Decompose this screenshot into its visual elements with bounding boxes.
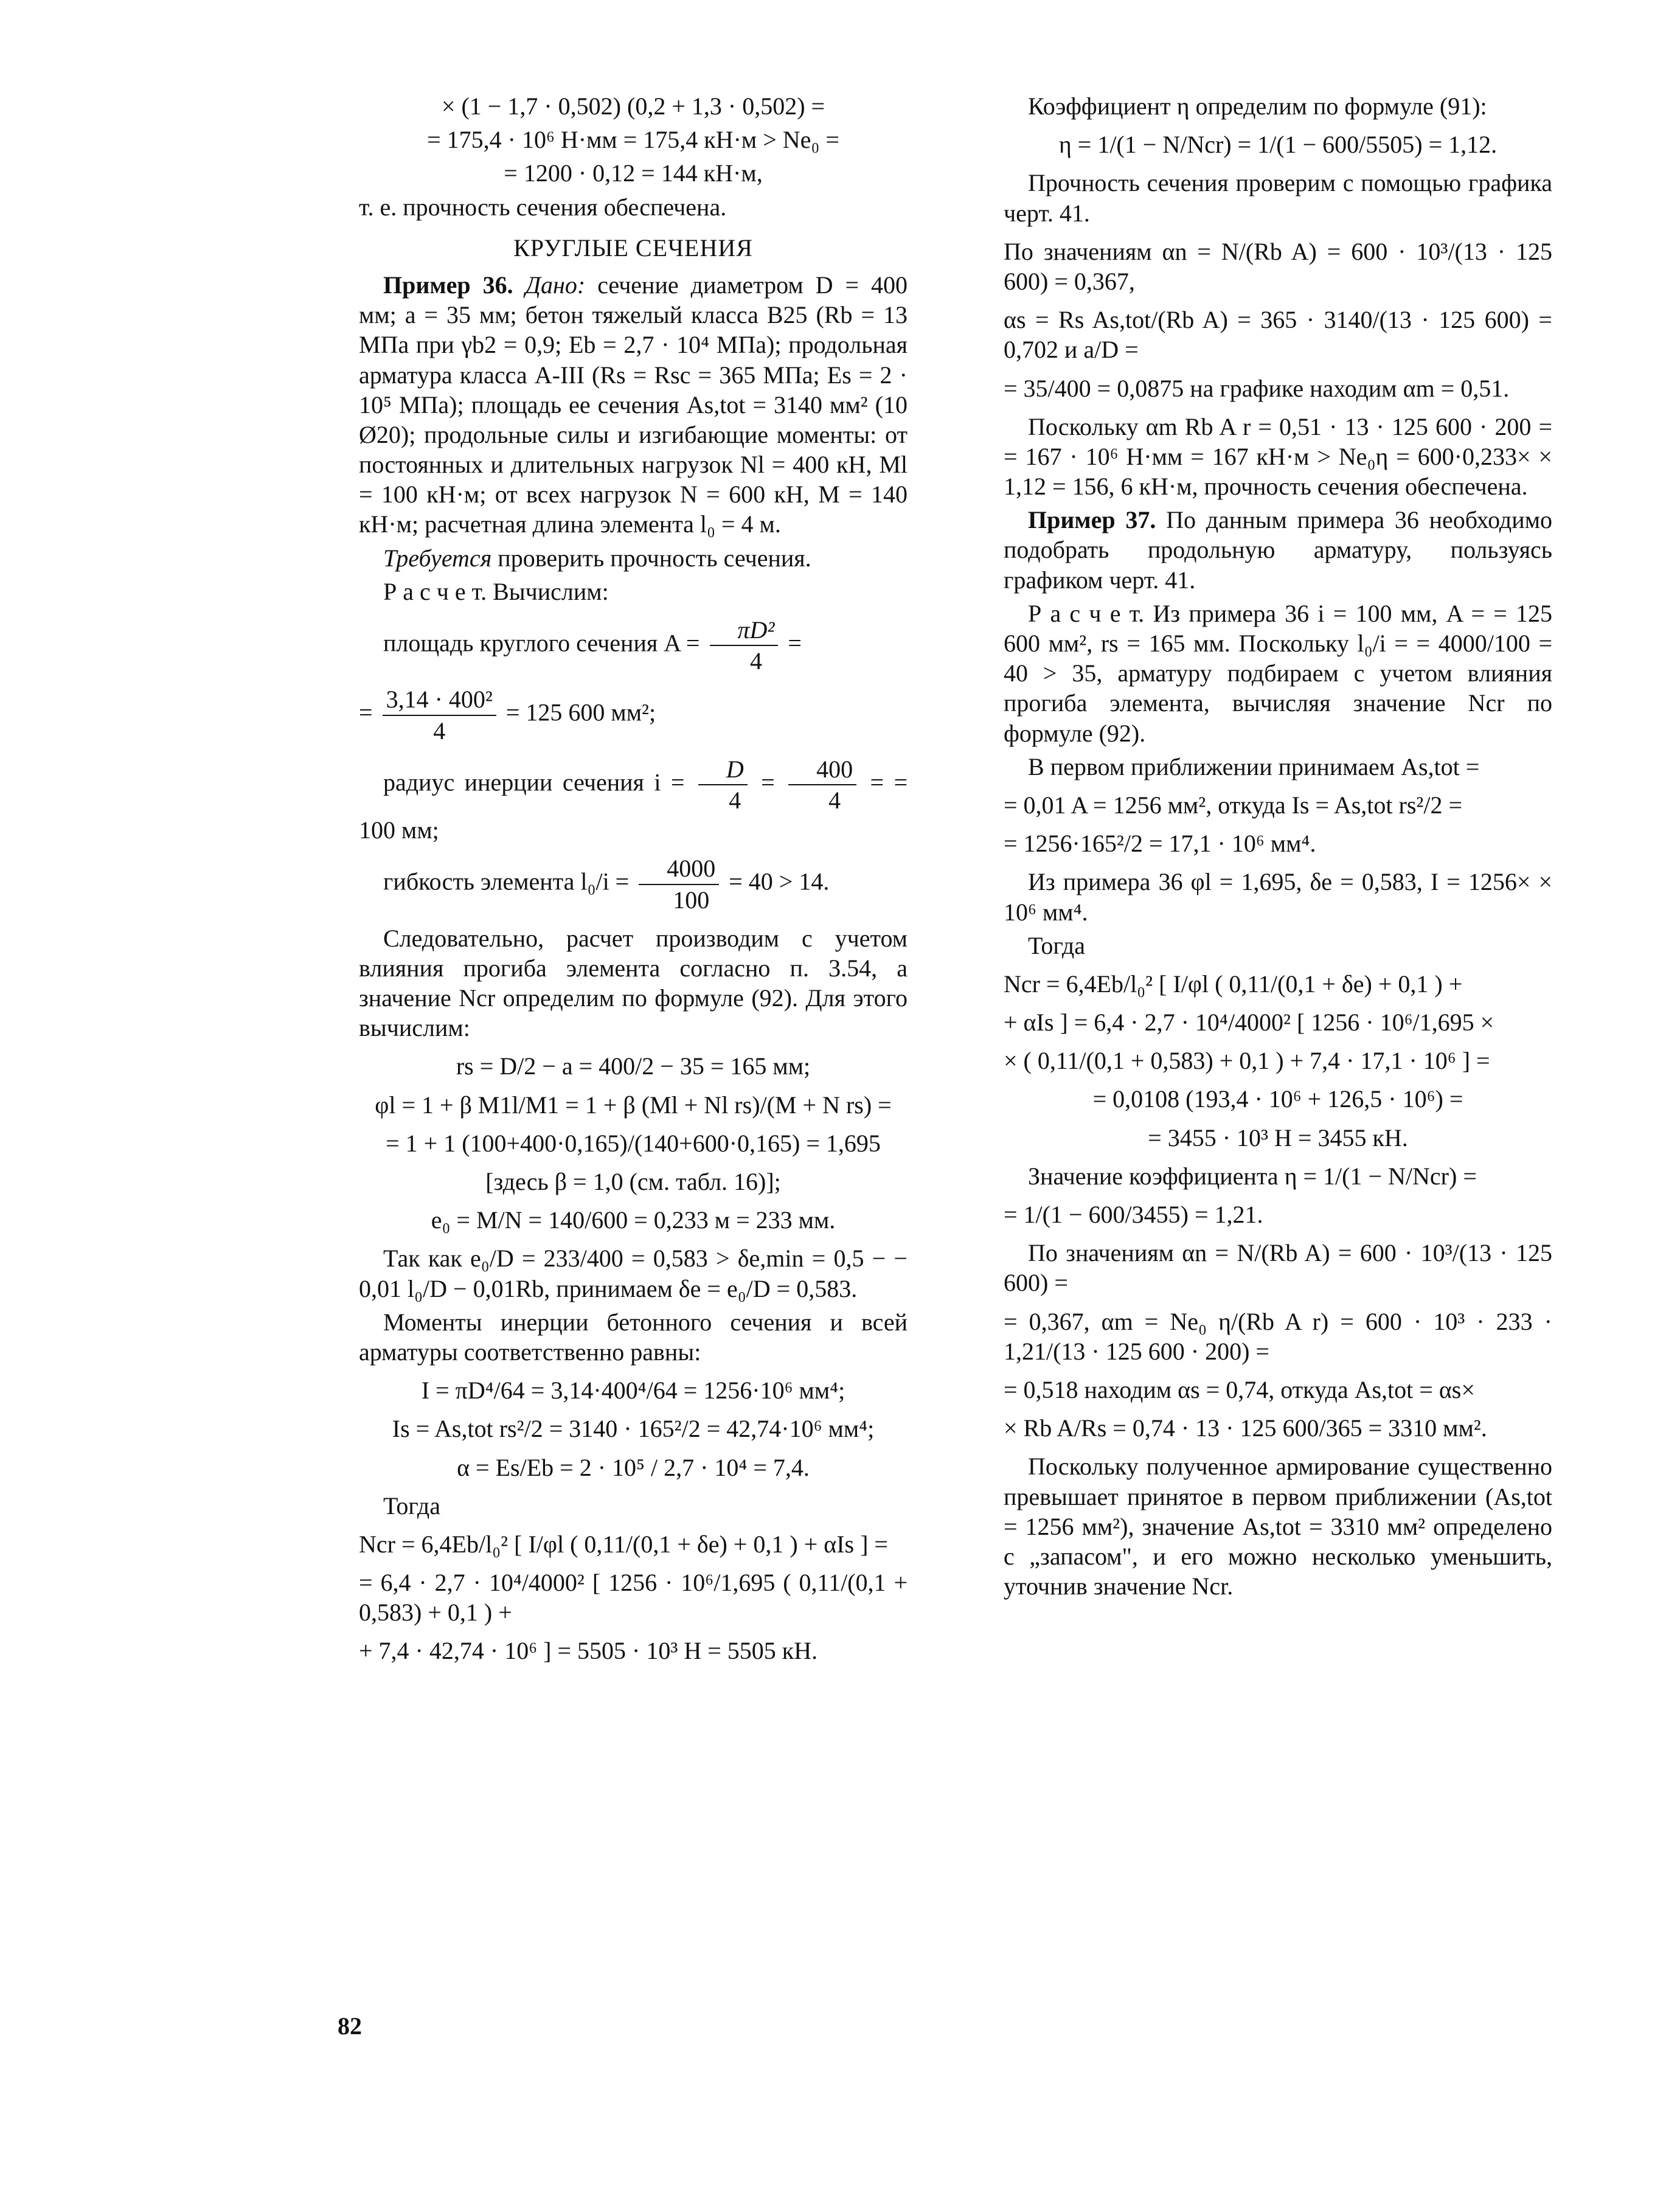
equation-line: = 35/400 = 0,0875 на графике находим αm = 0,51. [1004,374,1510,402]
example-paragraph [359,270,908,540]
equation-line: = 0,518 находим αs = 0,74, откуда As,tot = αs× [1004,1375,1475,1403]
equation-line: = 1200 · 0,12 = 144 кН·м, [504,159,763,187]
equation-line: По значениям αn = N/(Rb A) = 600 · 10³/(13 · 125 600) = [1004,1239,1552,1297]
equation-line: I = πD⁴/64 = 3,14·400⁴/64 = 1256·10⁶ мм⁴; [421,1377,845,1405]
equation-line: = 1/(1 − 600/3455) = 1,21. [1004,1201,1263,1228]
equation-line: = 1 + 1 (100+400·0,165)/(140+600·0,165) = 1,695 [386,1129,881,1157]
text-line: Тогда [1028,931,1085,959]
left-column [359,91,908,1675]
equation-line: [здесь β = 1,0 (см. табл. 16)]; [485,1168,781,1195]
requirement-paragraph [359,543,908,573]
equation-line: = 0,01 A = 1256 мм², откуда Is = As,tot rs²/2 = [1004,791,1463,819]
text-paragraph: Прочность сечения проверим с помощью графика черт. 41. [1004,169,1552,227]
text-paragraph: Моменты инерции бетонного сечения и всей арматуры соответственно равны: [359,1308,908,1366]
area-formula: площадь круглого сечения A = $\frac{\text{πD²}}{4}$ = [383,616,802,675]
equation-line: φl = 1 + β M1l/M1 = 1 + β (Ml + Nl rs)/(M + N rs) = [375,1091,892,1119]
radius-formula: радиус инерции сечения i = $\frac{D}{4}$ = $\frac{400}{4}$ = = 100 мм; [359,755,908,844]
example-label: Пример 37. [1028,506,1156,534]
text-paragraph: Поскольку αm Rb A r = 0,51 · 13 · 125 600 · 200 = = 167 · 10⁶ Н·мм = 167 кН·м > Ne₀η = 600·0,233× × 1,12 = 156, 6 кН·м, прочность сечения обеспечена. [1004,412,1552,501]
right-column [1004,91,1552,1605]
equation-line: Ncr = 6,4Eb/l₀² [ I/φl ( 0,11/(0,1 + δe) + 0,1 ) + [1004,970,1463,998]
text-line: В первом приближении принимаем As,tot = [1028,752,1480,780]
equation-line: = 6,4 · 2,7 · 10⁴/4000² [ 1256 · 10⁶/1,695 ( 0,11/(0,1 + 0,583) + 0,1 ) + [359,1569,908,1627]
given-label: Дано: [525,271,586,299]
calc-heading: Р а с ч е т. Вычислим: [383,577,609,605]
equation-line: × Rb A/Rs = 0,74 · 13 · 125 600/365 = 3310 мм². [1004,1414,1487,1442]
equation-line: e₀ = M/N = 140/600 = 0,233 м = 233 мм. [431,1206,836,1234]
example-label: Пример 36. [383,271,513,299]
example-text: сечение диаметром D = 400 мм; a = 35 мм; бетон тяжелый класса В25 (Rb = 13 МПа при γb2 = 0,9; Eb = 2,7 · 10⁴ МПа); продольная арматура класса А-III (Rs = Rsc = 365 МПа; Es = 2 · 10⁵ МПа); площадь ее сечения As,tot = 3140 мм² (10 Ø20); продольные силы и изгибающие моменты: от постоянных и длительных нагрузок Nl = 400 кН, Ml = 100 кН·м; от всех нагрузок N = 600 кН, M = 140 кН·м; расчетная длина элемента l₀ = 4 м. [359,271,908,538]
text-paragraph: Из примера 36 φl = 1,695, δe = 0,583, I = 1256× × 10⁶ мм⁴. [1004,868,1552,926]
equation-line: αs = Rs As,tot/(Rb A) = 365 · 3140/(13 · 125 600) = 0,702 и a/D = [1004,306,1552,364]
requirement-text: проверить прочность сечения. [498,544,811,572]
flexibility-formula: гибкость элемента l₀/i = $\frac{4000}{100}$ = 40 > 14. [383,855,830,914]
equation-line: = 0,367, αm = Ne₀ η/(Rb A r) = 600 · 10³ · 233 · 1,21/(13 · 125 600 · 200) = [1004,1307,1552,1365]
section-heading: КРУГЛЫЕ СЕЧЕНИЯ [513,234,753,262]
example-text: По данным примера 36 необходимо подобрать продольную арматуру, пользуясь графиком черт. 41. [1004,506,1553,594]
equation-line: = 0,0108 (193,4 · 10⁶ + 126,5 · 10⁶) = [1092,1085,1463,1113]
equation-line: α = Es/Eb = 2 · 10⁵ / 2,7 · 10⁴ = 7,4. [457,1453,810,1481]
page-number: 82 [338,2012,362,2040]
equation-line: = 3455 · 10³ Н = 3455 кН. [1148,1124,1408,1152]
equation-line: По значениям αn = N/(Rb A) = 600 · 10³/(13 · 125 600) = 0,367, [1004,237,1552,295]
equation-line: × ( 0,11/(0,1 + 0,583) + 0,1 ) + 7,4 · 17,1 · 10⁶ ] = [1004,1047,1490,1075]
text-line: т. е. прочность сечения обеспечена. [359,193,727,221]
text-paragraph: Следовательно, расчет производим с учетом влияния прогиба элемента согласно п. 3.54, а значение Ncr определим по формуле (92). Для этого вычислим: [359,924,908,1042]
equation-line: rs = D/2 − a = 400/2 − 35 = 165 мм; [456,1052,811,1080]
text-paragraph: Так как e₀/D = 233/400 = 0,583 > δe,min = 0,5 − − 0,01 l₀/D − 0,01Rb, принимаем δe = e₀/D = 0,583. [359,1245,908,1302]
equation-line: Ncr = 6,4Eb/l₀² [ I/φl ( 0,11/(0,1 + δe) + 0,1 ) + αIs ] = [359,1530,888,1558]
area-result: = $\frac{\text{3,14 · 400²}}{4}$ = 125 600 мм²; [359,686,656,745]
example-paragraph [1004,505,1552,595]
equation-line: + αIs ] = 6,4 · 2,7 · 10⁴/4000² [ 1256 · 10⁶/1,695 × [1004,1009,1494,1037]
equation-line: Is = As,tot rs²/2 = 3140 · 165²/2 = 42,74·10⁶ мм⁴; [392,1415,875,1443]
text-paragraph: Р а с ч е т. Из примера 36 i = 100 мм, A = = 125 600 мм², rs = 165 мм. Поскольку l₀/i = = 4000/100 = 40 > 35, арматуру подбираем с учетом влияния прогиба элемента, вычисляя значение Ncr по формуле (92). [1004,599,1552,747]
equation-line: Значение коэффициента η = 1/(1 − N/Ncr) = [1028,1162,1477,1190]
text-line: Тогда [383,1492,440,1520]
text-line: Коэффициент η определим по формуле (91): [1028,92,1487,120]
equation-line: η = 1/(1 − N/Ncr) = 1/(1 − 600/5505) = 1,12. [1058,131,1498,159]
equation-line: = 1256·165²/2 = 17,1 · 10⁶ мм⁴. [1004,830,1316,858]
requirement-label: Требуется [383,544,492,572]
equation-line: = 175,4 · 10⁶ Н·мм = 175,4 кН·м > Ne₀ = [427,126,839,154]
text-paragraph: Поскольку полученное армирование существенно превышает принятое в первом приближении (As,tot = 1256 мм²), значение As,tot = 3310 мм² определено с „запасом", и его можно несколько уменьшить, уточнив значение Ncr. [1004,1453,1552,1600]
equation-line: + 7,4 · 42,74 · 10⁶ ] = 5505 · 10³ Н = 5505 кН. [359,1637,818,1665]
equation-line: × (1 − 1,7 · 0,502) (0,2 + 1,3 · 0,502) = [441,92,825,120]
